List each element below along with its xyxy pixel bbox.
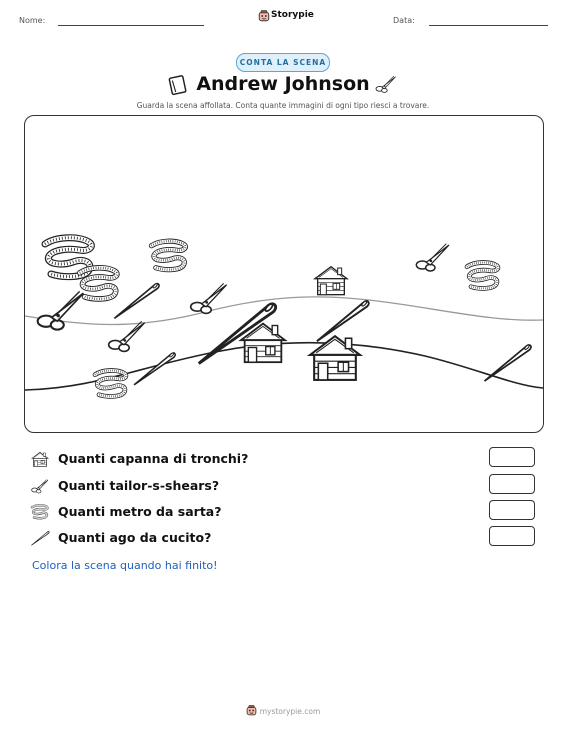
answer-box-3[interactable] (489, 500, 535, 520)
sewing-needle-icon (484, 344, 531, 381)
sewing-needle-icon (317, 300, 369, 341)
question-text: Quanti tailor-s-shears? (58, 478, 220, 493)
instructions: Guarda la scena affollata. Conta quante immagini di ogni tipo riesci a trovare. (136, 101, 430, 110)
activity-badge: CONTA LA SCENA (236, 53, 330, 72)
measuring-tape-icon (80, 268, 117, 299)
counting-scene (24, 115, 544, 433)
tailor-shears-icon (109, 321, 145, 351)
date-label: Data: (393, 16, 415, 25)
answer-box-2[interactable] (489, 474, 535, 494)
coloring-note: Colora la scena quando hai finito! (32, 559, 218, 572)
tailor-shears-icon (374, 74, 398, 94)
answer-box-4[interactable] (489, 526, 535, 546)
page-title: Andrew Johnson (196, 73, 370, 95)
log-cabin-icon (315, 267, 347, 295)
name-label: Nome: (19, 16, 46, 25)
measuring-tape-icon (467, 262, 498, 288)
name-line[interactable] (58, 25, 204, 26)
tailor-shears-icon (30, 476, 50, 496)
measuring-tape-icon (151, 241, 185, 270)
footer-site[interactable]: mystorypie.com (259, 707, 321, 716)
question-text: Quanti capanna di tronchi? (58, 451, 249, 466)
tailor-shears-icon (38, 291, 84, 329)
answer-box-1[interactable] (489, 447, 535, 467)
tailor-shears-icon (191, 283, 227, 313)
brand-name: Storypie (271, 10, 314, 20)
sewing-needle-icon (30, 528, 50, 548)
footer (0, 705, 566, 716)
question-text: Quanti metro da sarta? (58, 504, 222, 519)
sewing-needle-icon (134, 352, 175, 384)
question-text: Quanti ago da cucito? (58, 530, 212, 545)
date-line[interactable] (429, 25, 548, 26)
measuring-tape-icon (95, 370, 126, 396)
storypie-logo-icon (258, 10, 270, 22)
measuring-tape-icon (30, 502, 50, 522)
log-cabin-icon (30, 449, 50, 469)
sewing-needle-icon (114, 283, 159, 318)
tailor-shears-icon (416, 244, 449, 271)
storypie-logo-icon (246, 705, 257, 716)
scene-illustration (25, 116, 543, 432)
